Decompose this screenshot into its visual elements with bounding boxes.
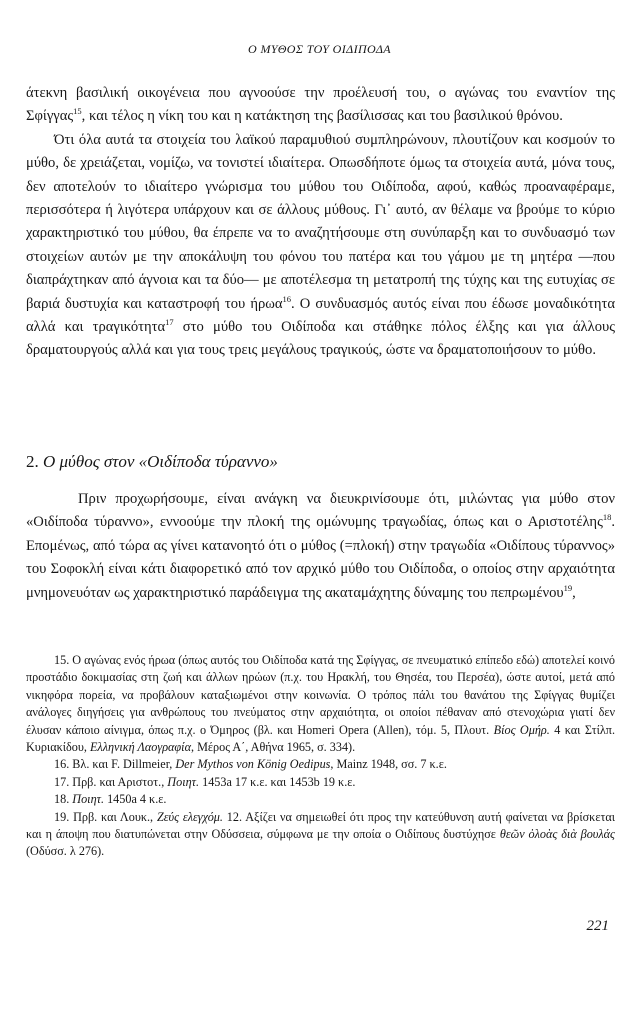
text-run: (Οδύσσ. λ 276).: [26, 844, 105, 859]
paragraph-2: [26, 129, 615, 363]
text-run: ,: [572, 584, 576, 601]
text-run: Πριν προχωρήσουμε, είναι ανάγκη να διευκρινίσουμε ότι, μιλώντας για μύθο στον «Οιδίποδα τύραννο», εννοούμε την πλοκή της ομώνυμης τραγωδίας, όπως και ο Αριστοτέλης: [26, 491, 615, 531]
footnotes: [26, 652, 615, 861]
citation-title: Ζεύς ελεγχόμ.: [156, 809, 223, 824]
citation-title: Ποιητ.: [167, 774, 200, 789]
text-run: 12. Αξίζει να σημειωθεί ότι προς την κατεύθυνση αυτή φαίνεται να βρίσκεται και η άποψη που διατυπώνεται στην Οδύσσεια, σύμφωνα με την οποία ο Οιδίπους δυστύχησε: [26, 809, 616, 842]
running-head: Ο ΜΥΘΟΣ ΤΟΥ ΟΙΔΙΠΟΔΑ: [248, 42, 391, 56]
text-run: 17. Πρβ. και Αριστοτ.,: [54, 774, 168, 789]
footnote-15: [26, 652, 615, 756]
greek-quotation: θεῶν ὀλοὰς διὰ βουλάς: [499, 827, 615, 842]
text-run: , και τέλος η νίκη του και η κατάκτηση της βασίλισσας και του βασιλικού θρόνου.: [81, 108, 563, 125]
citation-title: Der Mythos von König Oedipus: [175, 757, 331, 772]
section-heading: [26, 452, 615, 472]
text-run: Ότι όλα αυτά τα στοιχεία του λαϊκού παραμυθιού συμπληρώνουν, πλουτίζουν και κοσμούν το μύθο, δε χρειάζεται, νομίζω, να τονιστεί ιδιαίτερα. Οπωσδήποτε όμως τα στοιχεία αυτά, μόνα τους, δεν αποτελούν το ιδιαίτερο γνώρισμα του μύθου του Οιδίποδα, αφού, καθώς προαναφέραμε, περισσότερα ή λιγότερα υπάρχουν και σε άλλους μύθους. Γι᾽ αυτό, αν θέλαμε να βρούμε το κύριο χαρακτηριστικό του μύθου, θα έπρεπε να το αναζητήσουμε στη συνύπαρξη και το συνδυασμό των στοιχείων αυτών με την αποκάλυψη του φόνου του πατέρα και του γάμου με τη μητέρα —που διαπράχτηκαν από άγνοια και τα δύο— με αποτέλεσμα τη μετατροπή της τύχης και της ευτυχίας σε βαριά δυστυχία και καταστροφή του ήρωα: [26, 131, 615, 312]
footnote-ref-15[interactable]: 15: [73, 106, 82, 117]
footnote-18: [26, 791, 615, 808]
footnote-ref-19[interactable]: 19: [563, 582, 573, 593]
main-text-bottom: [26, 488, 615, 605]
citation-title: Βίος Ομήρ.: [493, 722, 550, 737]
citation-title: Ελληνική Λαογραφία: [89, 740, 191, 755]
main-text-top: [26, 82, 615, 363]
section-number: 2.: [26, 452, 39, 471]
paragraph-3: [26, 488, 615, 605]
footnote-19: [26, 809, 615, 861]
text-run: 1450a 4 κ.ε.: [104, 792, 167, 807]
text-run: 1453a 17 κ.ε. και 1453b 19 κ.ε.: [199, 774, 356, 789]
text-run: 18.: [54, 792, 73, 807]
text-run: 19. Πρβ. και Λουκ.,: [54, 809, 157, 824]
footnote-ref-18[interactable]: 18: [602, 512, 612, 523]
page-number: 221: [586, 918, 609, 934]
paragraph-1: [26, 82, 615, 129]
text-run: 4 και Στίλπ. Κυριακίδου,: [26, 722, 616, 755]
text-run: . Επομένως, από τώρα ας γίνει κατανοητό ότι ο μύθος (=πλοκή) στην τραγωδία «Οιδίπους τύραννος» του Σοφοκλή είναι κάτι διαφορετικό από τον αρχικό μύθο του Οιδίποδα, ο οποίος στην αρχαιότητα μνημονευόταν ως χαρακτηριστικό παράδειγμα της ακαταμάχητης δύναμης του πεπρωμένου: [26, 514, 615, 601]
text-run: , Μέρος Α΄, Αθήνα 1965, σ. 334).: [190, 740, 356, 755]
text-run: 15. Ο αγώνας ενός ήρωα (όπως αυτός του Οιδίποδα κατά της Σφίγγας, σε πνευματικό επίπεδο εδώ) αποτελεί κοινό προστάδιο δοκιμασίας στη ζωή και άλλων ηρώων (π.χ. του Ηρακλή, του Θησέα, του Περσέα), ώστε αυτοί, μετά από νικηφόρα πορεία, να προβάλουν καταξιωμένοι στην κοινωνία. Ο τρόπος πάλι του θανάτου της Σφίγγας θυμίζει ανάλογες διηγήσεις για ανθρώπους του πνεύματος στην αρχαιότητα, οι οποίοι πέθαναν από στενοχώρια γιατί δεν έλυσαν κάποιο αίνιγμα, όπως π.χ. ο Όμηρος (βλ. και Homeri Opera (Allen), τόμ. 5, Πλουτ.: [26, 653, 615, 737]
text-run: , Mainz 1948, σσ. 7 κ.ε.: [330, 757, 447, 772]
text-run: άτεκνη βασιλική οικογένεια που αγνοούσε την προέλευσή του, ο αγώνας του εναντίον της Σφίγγας: [26, 85, 615, 125]
citation-title: Ποιητ.: [72, 792, 105, 807]
section-title: Ο μύθος στον «Οιδίποδα τύραννο»: [43, 452, 278, 471]
footnote-ref-16[interactable]: 16: [282, 293, 292, 304]
text-run: 16. Βλ. και F. Dillmeier,: [54, 757, 176, 772]
footnote-ref-17[interactable]: 17: [165, 317, 174, 328]
footnote-16: [26, 756, 615, 773]
text-run: στο μύθο του Οιδίποδα και στάθηκε πόλος έλξης και για άλλους δραματουργούς αλλά και για τους τρεις μεγάλους τραγικούς, ώστε να δραματοποιήσουν το μύθο.: [26, 319, 615, 359]
footnote-17: [26, 774, 615, 791]
text-run: . Ο συνδυασμός αυτός είναι που έδωσε μοναδικότητα αλλά και τραγικότητα: [26, 295, 615, 336]
